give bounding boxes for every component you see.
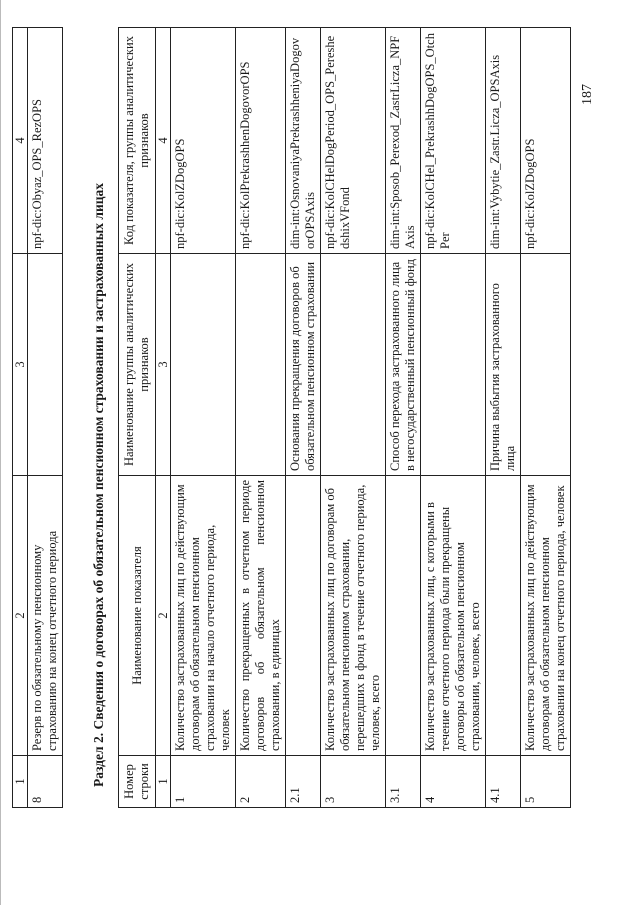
header-cell: Наименование показателя (119, 476, 156, 756)
section-title: Раздел 2. Сведения о договорах об обязательном пенсионном страховании и застрахованных лицах (91, 183, 106, 787)
indicator-code: dim-int:OsnovaniyaPrekrashheniyaDogovorOPSAxis (286, 28, 321, 254)
indicator-name: Количество застрахованных лиц по договорам об обязательном пенсионном страховании, перешедших в фонд в течение отчетного периода, человек, всего (321, 476, 386, 756)
top-table (12, 27, 63, 808)
group-name (28, 254, 63, 476)
column-number: 2 (156, 476, 171, 756)
row-number: 4.1 (486, 756, 521, 808)
table-row (321, 28, 386, 808)
page-edge-line (0, 0, 1, 905)
indicator-code: npf-dic:KolCHelDogPeriod_OPS_PereshedshixVFond (321, 28, 386, 254)
column-number: 3 (156, 254, 171, 476)
indicator-code: npf-dic:KolZDogOPS (171, 28, 236, 254)
group-name: Способ перехода застрахованного лица в негосударственный пенсионный фонд (386, 254, 421, 476)
indicator-name: Количество застрахованных лиц по действующим договорам об обязательном пенсионном страховании на конец отчетного периода, человек (521, 476, 571, 756)
indicator-name: Количество застрахованных лиц, с которыми в течение отчетного периода были прекращены договоры об обязательном пенсионном страховании, человек, всего (421, 476, 486, 756)
row-number: 4 (421, 756, 486, 808)
header-row (119, 28, 156, 808)
row-number: 2 (236, 756, 286, 808)
column-number: 2 (13, 476, 28, 756)
group-name (236, 254, 286, 476)
number-row (156, 28, 171, 808)
row-number: 8 (28, 756, 63, 808)
page-number: 187 (580, 84, 595, 105)
indicator-code: npf-dic:KolPrekrashhenDogovorOPS (236, 28, 286, 254)
header-cell: Код показателя, группы аналитических признаков (119, 28, 156, 254)
indicator-code: dim-int:Vybytie_Zastr.Licza_OPSAxis (486, 28, 521, 254)
table-row (386, 28, 421, 808)
table-row (421, 28, 486, 808)
indicator-code: npf-dic:Obyaz_OPS_RezOPS (28, 28, 63, 254)
column-number: 4 (13, 28, 28, 254)
header-cell: Наименование группы аналитических признаков (119, 254, 156, 476)
group-name (321, 254, 386, 476)
group-name: Основания прекращения договоров об обязательном пенсионном страховании (286, 254, 321, 476)
row-number: 1 (171, 756, 236, 808)
indicator-code: npf-dic:KolZDogOPS (521, 28, 571, 254)
group-name (521, 254, 571, 476)
group-name (171, 254, 236, 476)
table-row (286, 28, 321, 808)
row-number: 3 (321, 756, 386, 808)
row-number: 2.1 (286, 756, 321, 808)
row-number: 3.1 (386, 756, 421, 808)
table-row (28, 28, 63, 808)
indicator-name (286, 476, 321, 756)
top-table-number-row (13, 28, 28, 808)
indicator-name: Резерв по обязательному пенсионному страхованию на конец отчетного периода (28, 476, 63, 756)
table-row (171, 28, 236, 808)
row-number: 5 (521, 756, 571, 808)
header-cell: Номер строки (119, 756, 156, 808)
indicator-code: dim-int:Sposob_Perexod_ZastrLicza_NPFAxis (386, 28, 421, 254)
group-name: Причина выбытия застрахованного лица (486, 254, 521, 476)
indicator-name: Количество прекращенных в отчетном периоде договоров об обязательном пенсионном страховании, в единицах (236, 476, 286, 756)
table-row (486, 28, 521, 808)
column-number: 1 (156, 756, 171, 808)
group-name (421, 254, 486, 476)
indicator-name: Количество застрахованных лиц по действующим договорам об обязательном пенсионном страховании на начало отчетного периода, человек (171, 476, 236, 756)
indicator-name (486, 476, 521, 756)
column-number: 3 (13, 254, 28, 476)
column-number: 4 (156, 28, 171, 254)
table-row (521, 28, 571, 808)
indicator-name (386, 476, 421, 756)
table-row (236, 28, 286, 808)
column-number: 1 (13, 756, 28, 808)
indicator-code: npf-dic:KolCHel_PrekrashhDogOPS_OtchPer (421, 28, 486, 254)
main-table (118, 27, 571, 808)
